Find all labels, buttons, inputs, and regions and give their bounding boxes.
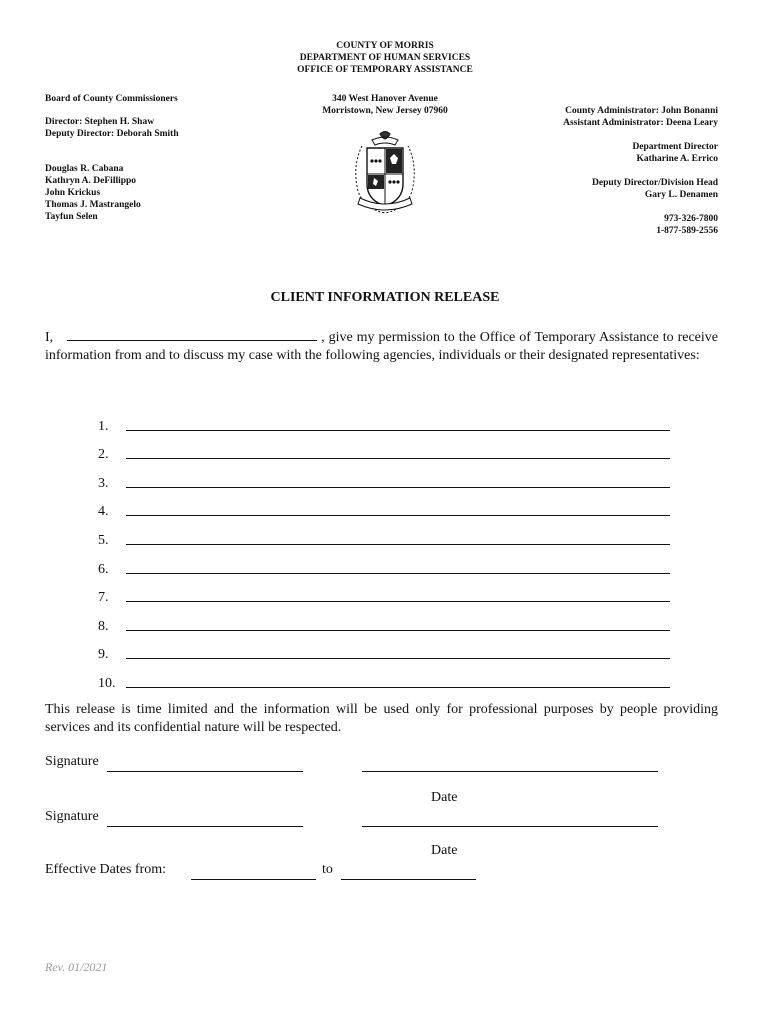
list-item: [98, 492, 678, 521]
commissioner-name: Tayfun Selen: [45, 212, 98, 222]
county-seal-icon: [350, 128, 420, 218]
deputy-director-title: Deputy Director/Division Head: [592, 178, 718, 188]
director-line: Director: Stephen H. Shaw: [45, 117, 155, 127]
list-number: 1.: [98, 418, 109, 434]
agency-field[interactable]: [126, 673, 670, 688]
list-item: [98, 406, 678, 435]
list-item: [98, 663, 678, 692]
agency-field[interactable]: [126, 473, 670, 488]
list-number: 3.: [98, 475, 109, 491]
date-field-2[interactable]: [362, 825, 658, 827]
list-number: 2.: [98, 447, 109, 463]
agency-field[interactable]: [126, 644, 670, 659]
list-number: 9.: [98, 647, 109, 663]
agency-field[interactable]: [126, 559, 670, 574]
list-number: 4.: [98, 504, 109, 520]
intro-prefix: I,: [45, 330, 54, 345]
release-paragraph: This release is time limited and the information will be used only for professional purposes by people providing services and its confidential nature will be respected.: [45, 702, 718, 735]
client-name-field[interactable]: [67, 326, 317, 341]
list-item: [98, 578, 678, 607]
signature-label-1: Signature: [45, 754, 99, 769]
list-number: 10.: [98, 675, 116, 691]
administration-column: [458, 105, 718, 237]
agency-field[interactable]: [126, 530, 670, 545]
agency-header: [0, 40, 770, 76]
signature-field-1[interactable]: [107, 770, 303, 772]
form-title: CLIENT INFORMATION RELEASE: [270, 290, 500, 305]
list-item: [98, 520, 678, 549]
agency-field[interactable]: [126, 587, 670, 602]
agency-field[interactable]: [126, 616, 670, 631]
effective-to-field[interactable]: [341, 878, 476, 880]
commissioners-column: [45, 93, 265, 223]
agency-field[interactable]: [126, 444, 670, 459]
department-director-name: Katharine A. Errico: [636, 154, 718, 164]
department-director-title: Department Director: [632, 142, 718, 152]
board-title: Board of County Commissioners: [45, 94, 178, 104]
address-city: Morristown, New Jersey 07960: [322, 106, 448, 116]
phone-number-tollfree: 1-877-589-2556: [656, 226, 718, 236]
office-name: OFFICE OF TEMPORARY ASSISTANCE: [297, 65, 473, 75]
commissioner-name: Kathryn A. DeFillippo: [45, 176, 137, 186]
list-number: 7.: [98, 590, 109, 606]
list-item: [98, 549, 678, 578]
signature-label-2: Signature: [45, 809, 99, 824]
date-label-2: Date: [431, 843, 458, 858]
deputy-director-name: Gary L. Denamen: [644, 190, 718, 200]
revision-note: Rev. 01/2021: [45, 960, 108, 974]
date-label-1: Date: [431, 790, 458, 805]
agency-field[interactable]: [126, 416, 670, 431]
county-name: COUNTY OF MORRIS: [336, 41, 434, 51]
county-administrator-line: County Administrator: John Bonanni: [565, 106, 718, 116]
department-name: DEPARTMENT OF HUMAN SERVICES: [299, 53, 471, 63]
date-field-1[interactable]: [362, 770, 658, 772]
effective-from-field[interactable]: [191, 878, 316, 880]
address-street: 340 West Hanover Avenue: [332, 94, 438, 104]
list-item: [98, 635, 678, 664]
list-item: [98, 606, 678, 635]
agencies-list: [98, 406, 678, 692]
assistant-administrator-line: Assistant Administrator: Deena Leary: [563, 118, 718, 128]
list-item: [98, 435, 678, 464]
signature-field-2[interactable]: [107, 825, 303, 827]
list-number: 6.: [98, 561, 109, 577]
list-number: 8.: [98, 618, 109, 634]
commissioner-name: Thomas J. Mastrangelo: [45, 200, 141, 210]
commissioner-name: Douglas R. Cabana: [45, 164, 124, 174]
agency-field[interactable]: [126, 501, 670, 516]
effective-dates-label: Effective Dates from:: [45, 862, 167, 877]
commissioner-name: John Krickus: [45, 188, 101, 198]
deputy-director-line: Deputy Director: Deborah Smith: [45, 129, 179, 139]
phone-number: 973-326-7800: [664, 214, 718, 224]
intro-text: , give my permission to the Office of Temporary Assistance to receive information from and to discuss my case with the following agencies, individuals or their designated representatives:: [45, 330, 718, 363]
to-label: to: [322, 862, 333, 877]
list-number: 5.: [98, 532, 109, 548]
list-item: [98, 463, 678, 492]
permission-paragraph: [45, 326, 718, 365]
